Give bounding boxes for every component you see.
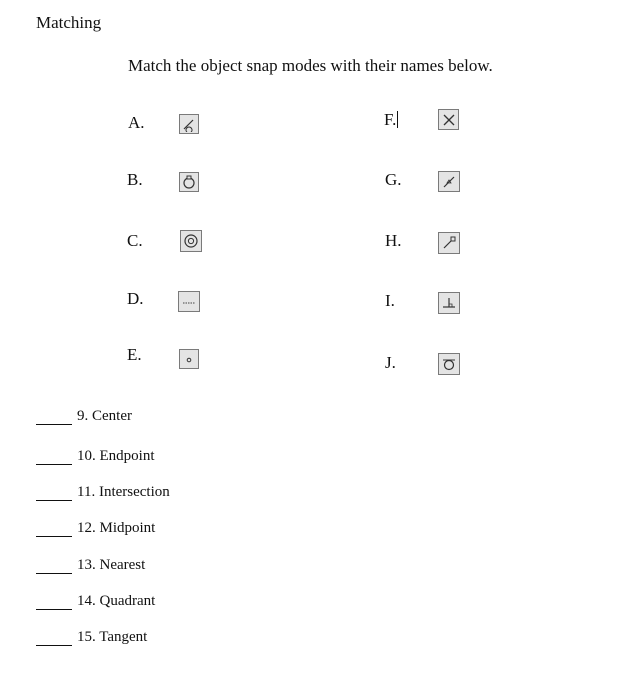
question-nearest: 13. Nearest xyxy=(36,557,145,574)
answer-blank[interactable] xyxy=(36,522,72,537)
option-label-j: J. xyxy=(385,353,396,372)
extension-snap-icon xyxy=(178,291,200,312)
answer-blank[interactable] xyxy=(36,486,72,501)
perpendicular-snap-icon xyxy=(438,292,460,314)
option-label-d: D. xyxy=(127,289,144,308)
option-label-e: E. xyxy=(127,345,142,364)
endpoint-snap-icon xyxy=(438,232,460,254)
answer-blank[interactable] xyxy=(36,595,72,610)
tangent-snap-icon xyxy=(438,353,460,375)
question-intersection: 11. Intersection xyxy=(36,484,170,501)
answer-blank[interactable] xyxy=(36,450,72,465)
question-endpoint: 10. Endpoint xyxy=(36,448,155,465)
nearest-snap-icon xyxy=(179,114,199,134)
answer-blank[interactable] xyxy=(36,559,72,574)
center-snap-icon xyxy=(180,230,202,252)
intersection-snap-icon xyxy=(438,109,459,130)
midpoint-snap-icon xyxy=(438,171,460,192)
option-label-c: C. xyxy=(127,231,143,250)
page-title: Matching xyxy=(36,13,102,32)
option-label-b: B. xyxy=(127,170,143,189)
answer-blank[interactable] xyxy=(36,631,72,646)
node-snap-icon xyxy=(179,349,199,369)
question-center: 9. Center xyxy=(36,408,132,425)
text-cursor xyxy=(397,111,398,128)
option-label-f: F. xyxy=(384,110,397,129)
question-quadrant: 14. Quadrant xyxy=(36,593,155,610)
question-tangent: 15. Tangent xyxy=(36,629,147,646)
answer-blank[interactable] xyxy=(36,410,72,425)
option-label-g: G. xyxy=(385,170,402,189)
option-label-a: A. xyxy=(128,113,145,132)
option-label-h: H. xyxy=(385,231,402,250)
option-label-i: I. xyxy=(385,291,395,310)
quadrant-snap-icon xyxy=(179,172,199,192)
question-midpoint: 12. Midpoint xyxy=(36,520,155,537)
instructions: Match the object snap modes with their names below. xyxy=(128,56,493,75)
